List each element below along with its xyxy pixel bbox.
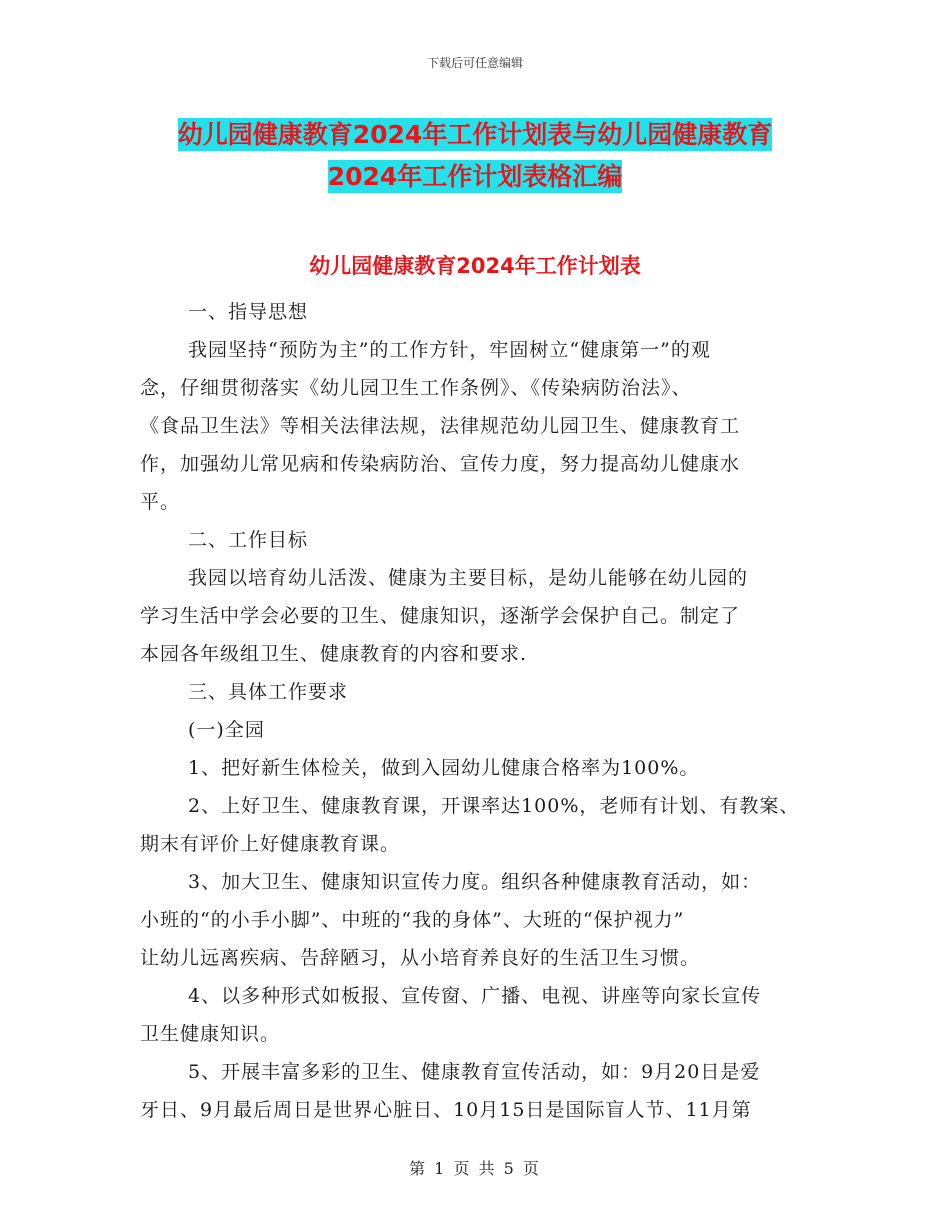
- list-item-continuation: 牙日、9月最后周日是世界心脏日、10月15日是国际盲人节、11月第: [140, 1099, 752, 1121]
- paragraph-line: 学习生活中学会必要的卫生、健康知识，逐渐学会保护自己。制定了: [140, 605, 741, 627]
- document-title-line-2: 2024年工作计划表格汇编: [327, 162, 623, 191]
- paragraph-line: 念，仔细贯彻落实《幼儿园卫生工作条例》、《传染病防治法》、: [140, 377, 692, 399]
- heading-guiding-thought: 一、指导思想: [188, 301, 309, 323]
- paragraph-line: 作，加强幼儿常见病和传染病防治、宣传力度，努力提高幼儿健康水: [140, 453, 741, 475]
- header-note: 下载后可任意编辑: [426, 56, 523, 70]
- list-item: 5、开展丰富多彩的卫生、健康教育宣传活动，如：9月20日是爱: [188, 1061, 761, 1083]
- list-item-continuation: 期末有评价上好健康教育课。: [140, 833, 401, 855]
- paragraph-line: 平。: [140, 491, 181, 513]
- paragraph-line: 本园各年级组卫生、健康教育的内容和要求.: [140, 643, 528, 665]
- list-item-continuation: 小班的“的小手小脚”、中班的“我的身体”、大班的“保护视力”: [140, 909, 685, 931]
- paragraph-line: 我园坚持“预防为主”的工作方针，牢固树立“健康第一”的观: [188, 339, 711, 361]
- list-item: 1、把好新生体检关，做到入园幼儿健康合格率为100%。: [188, 757, 700, 779]
- list-item-continuation: 卫生健康知识。: [140, 1023, 281, 1045]
- paragraph-line: 《食品卫生法》等相关法律法规，法律规范幼儿园卫生、健康教育工: [140, 415, 741, 437]
- list-item-continuation: 让幼儿远离疾病、告辞陋习，从小培育养良好的生活卫生习惯。: [140, 947, 701, 969]
- subheading-whole-kindergarten: (一)全园: [188, 719, 265, 741]
- paragraph-line: 我园以培育幼儿活泼、健康为主要目标，是幼儿能够在幼儿园的: [188, 567, 749, 589]
- document-title-line-1: 幼儿园健康教育2024年工作计划表与幼儿园健康教育: [177, 120, 773, 149]
- section-title: 幼儿园健康教育2024年工作计划表: [309, 254, 641, 278]
- page-number: 第 1 页 共 5 页: [409, 1159, 541, 1178]
- heading-work-goal: 二、工作目标: [188, 529, 309, 551]
- heading-specific-requirements: 三、具体工作要求: [188, 681, 349, 703]
- list-item: 4、以多种形式如板报、宣传窗、广播、电视、讲座等向家长宣传: [188, 985, 762, 1007]
- list-item: 3、加大卫生、健康知识宣传力度。组织各种健康教育活动，如：: [188, 871, 762, 893]
- list-item: 2、上好卫生、健康教育课，开课率达100%，老师有计划、有教案、: [188, 795, 800, 817]
